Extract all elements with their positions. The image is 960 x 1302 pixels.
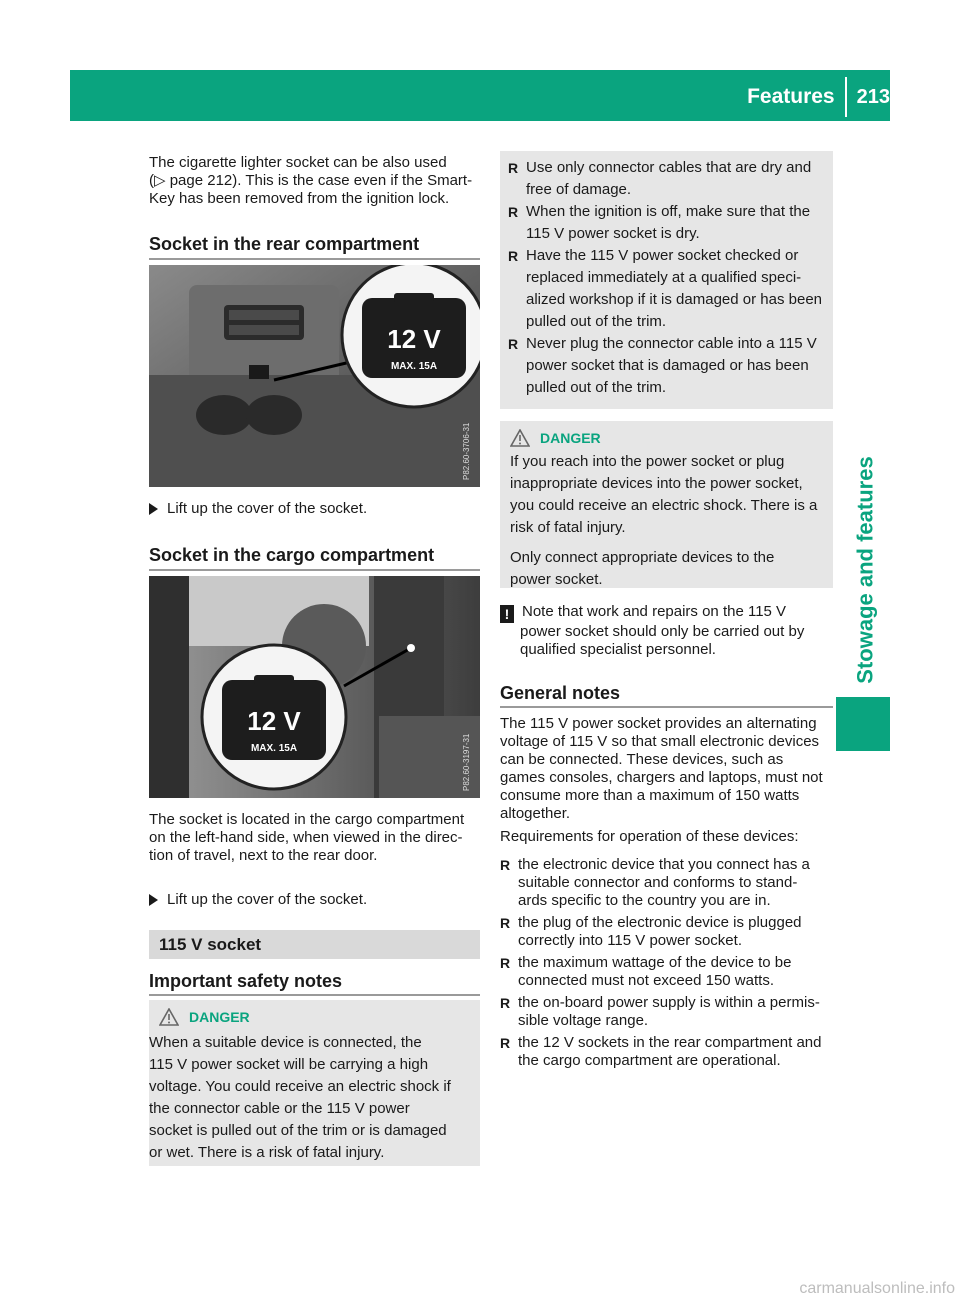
requirement-line: correctly into 115 V power socket. — [518, 932, 742, 949]
intro-paragraph — [149, 154, 489, 208]
bullet-line: replaced immediately at a qualified speci- — [526, 269, 802, 286]
intro-line: The cigarette lighter socket can be also used — [149, 154, 447, 171]
requirement-line: R the on-board power supply is within a permis- — [518, 994, 820, 1011]
fig1-rating-label: MAX. 15A — [390, 361, 438, 372]
danger-label: DANGER — [540, 430, 601, 446]
bullet-item — [508, 245, 828, 333]
requirement-item — [500, 994, 840, 1030]
header-divider — [845, 77, 847, 117]
requirement-item — [500, 914, 840, 950]
arrow-icon — [149, 503, 158, 515]
general-notes-heading: General notes — [500, 683, 621, 703]
cargo-socket-illustration — [149, 576, 480, 798]
requirement-line: suitable connector and conforms to stand- — [518, 874, 798, 891]
bullet-line: R Never plug the connector cable into a 115 V — [526, 335, 817, 352]
bullet-line: R When the ignition is off, make sure that the — [526, 203, 811, 220]
requirement-line: ards specific to the country you are in. — [518, 892, 771, 909]
general-line: voltage of 115 V so that small electronic devices — [500, 733, 820, 750]
fig2-rating-label: MAX. 15A — [250, 743, 298, 754]
heading-rule — [149, 994, 480, 996]
cargo-line: tion of travel, next to the rear door. — [149, 847, 378, 864]
requirement-line: sible voltage range. — [518, 1012, 649, 1029]
intro-line: (▷ page 212). This is the case even if the Smart- — [149, 172, 473, 189]
note-line: qualified specialist personnel. — [520, 641, 716, 658]
danger-line: Only connect appropriate devices to the — [510, 549, 775, 566]
bullet-line: free of damage. — [526, 181, 632, 198]
bullet-line: alized workshop if it is damaged or has been — [526, 291, 823, 308]
heading-rule — [149, 569, 480, 571]
cargo-paragraph — [149, 811, 489, 865]
note-line: Note that work and repairs on the 115 V — [522, 603, 787, 620]
requirements-intro: Requirements for operation of these devices: — [500, 828, 799, 845]
warning-triangle-icon — [510, 429, 530, 447]
bullet-line: power socket that is damaged or has been — [526, 357, 809, 374]
rear-step — [149, 500, 497, 518]
bullet-item — [508, 157, 828, 201]
danger-line: power socket. — [510, 571, 603, 588]
danger-line: the connector cable or the 115 V power — [149, 1100, 410, 1117]
fig2-code: P82.60-3197-31 — [462, 733, 471, 791]
danger-box — [149, 1000, 480, 1166]
cargo-line: on the left-hand side, when viewed in the direc- — [149, 829, 463, 846]
bullet-item — [508, 333, 828, 399]
general-line: The 115 V power socket provides an alternating — [500, 715, 817, 732]
bullet-line: pulled out of the trim. — [526, 379, 667, 396]
note-exclamation-icon: ! — [500, 605, 514, 623]
safety-heading: Important safety notes — [149, 971, 343, 991]
danger-line: When a suitable device is connected, the — [149, 1034, 422, 1051]
page-number: 213 — [856, 85, 890, 108]
danger-box — [500, 421, 833, 588]
note-line: power socket should only be carried out by — [520, 623, 805, 640]
rear-compartment-heading: Socket in the rear compartment — [149, 234, 420, 254]
watermark: carmanualsonline.info — [799, 1280, 955, 1297]
fig2-voltage-label: 12 V — [247, 706, 301, 736]
danger-line: If you reach into the power socket or plug — [510, 453, 785, 470]
general-paragraph — [500, 715, 840, 823]
danger-line: inappropriate devices into the power socket, — [510, 475, 803, 492]
side-tab-label: Stowage and features — [853, 456, 879, 684]
warning-triangle-icon — [159, 1008, 179, 1026]
bullet-list — [508, 157, 828, 399]
requirement-line: connected must not exceed 150 watts. — [518, 972, 774, 989]
rear-socket-figure — [149, 265, 480, 487]
bullet-line: 115 V power socket is dry. — [526, 225, 700, 242]
rear-socket-illustration — [149, 265, 480, 487]
requirement-line: R the plug of the electronic device is plugged — [518, 914, 802, 931]
heading-rule — [500, 706, 833, 708]
arrow-icon — [149, 894, 158, 906]
cargo-step — [149, 891, 497, 909]
cargo-step-text: Lift up the cover of the socket. — [167, 891, 368, 908]
danger-line: voltage. You could receive an electric shock if — [149, 1078, 451, 1095]
heading-rule — [149, 258, 480, 260]
rear-step-text: Lift up the cover of the socket. — [167, 500, 368, 517]
danger-line: risk of fatal injury. — [510, 519, 626, 536]
requirement-line: R the 12 V sockets in the rear compartment and — [518, 1034, 822, 1051]
danger-header — [159, 1008, 250, 1026]
requirement-item — [500, 954, 840, 990]
danger-label: DANGER — [189, 1009, 250, 1025]
section-title-bar — [149, 930, 480, 959]
cargo-socket-figure — [149, 576, 480, 798]
general-line: altogether. — [500, 805, 571, 822]
danger-header — [510, 429, 601, 447]
danger-line: you could receive an electric shock. There is a — [510, 497, 818, 514]
general-line: games consoles, chargers and laptops, must not — [500, 769, 823, 786]
section-name: Features — [747, 85, 835, 108]
requirement-line: the cargo compartment are operational. — [518, 1052, 781, 1069]
cargo-line: The socket is located in the cargo compartment — [149, 811, 465, 828]
fig1-code: P82.60-3706-31 — [462, 422, 471, 480]
requirement-item — [500, 856, 840, 910]
header-title — [747, 82, 890, 112]
bullet-box — [500, 151, 833, 409]
general-line: consume more than a maximum of 150 watts — [500, 787, 800, 804]
danger-text — [510, 451, 832, 591]
general-line: can be connected. These devices, such as — [500, 751, 784, 768]
fig1-voltage-label: 12 V — [387, 324, 441, 354]
note-paragraph — [500, 603, 835, 659]
bullet-item — [508, 201, 828, 245]
intro-line: Key has been removed from the ignition lock. — [149, 190, 450, 207]
requirement-line: R the maximum wattage of the device to be — [518, 954, 792, 971]
danger-line: socket is pulled out of the trim or is damaged — [149, 1122, 447, 1139]
danger-text — [149, 1032, 480, 1164]
section-title: 115 V socket — [159, 935, 262, 954]
bullet-line: pulled out of the trim. — [526, 313, 667, 330]
requirement-item — [500, 1034, 840, 1070]
requirements-list — [500, 856, 840, 1070]
danger-line: or wet. There is a risk of fatal injury. — [149, 1144, 385, 1161]
danger-line: 115 V power socket will be carrying a high — [149, 1056, 429, 1073]
bullet-line: R Have the 115 V power socket checked or — [526, 247, 799, 264]
cargo-compartment-heading: Socket in the cargo compartment — [149, 545, 435, 565]
requirement-line: R the electronic device that you connect has a — [518, 856, 810, 873]
side-tab-marker — [836, 697, 890, 751]
bullet-line: R Use only connector cables that are dry and — [526, 159, 812, 176]
side-tab — [836, 440, 896, 700]
